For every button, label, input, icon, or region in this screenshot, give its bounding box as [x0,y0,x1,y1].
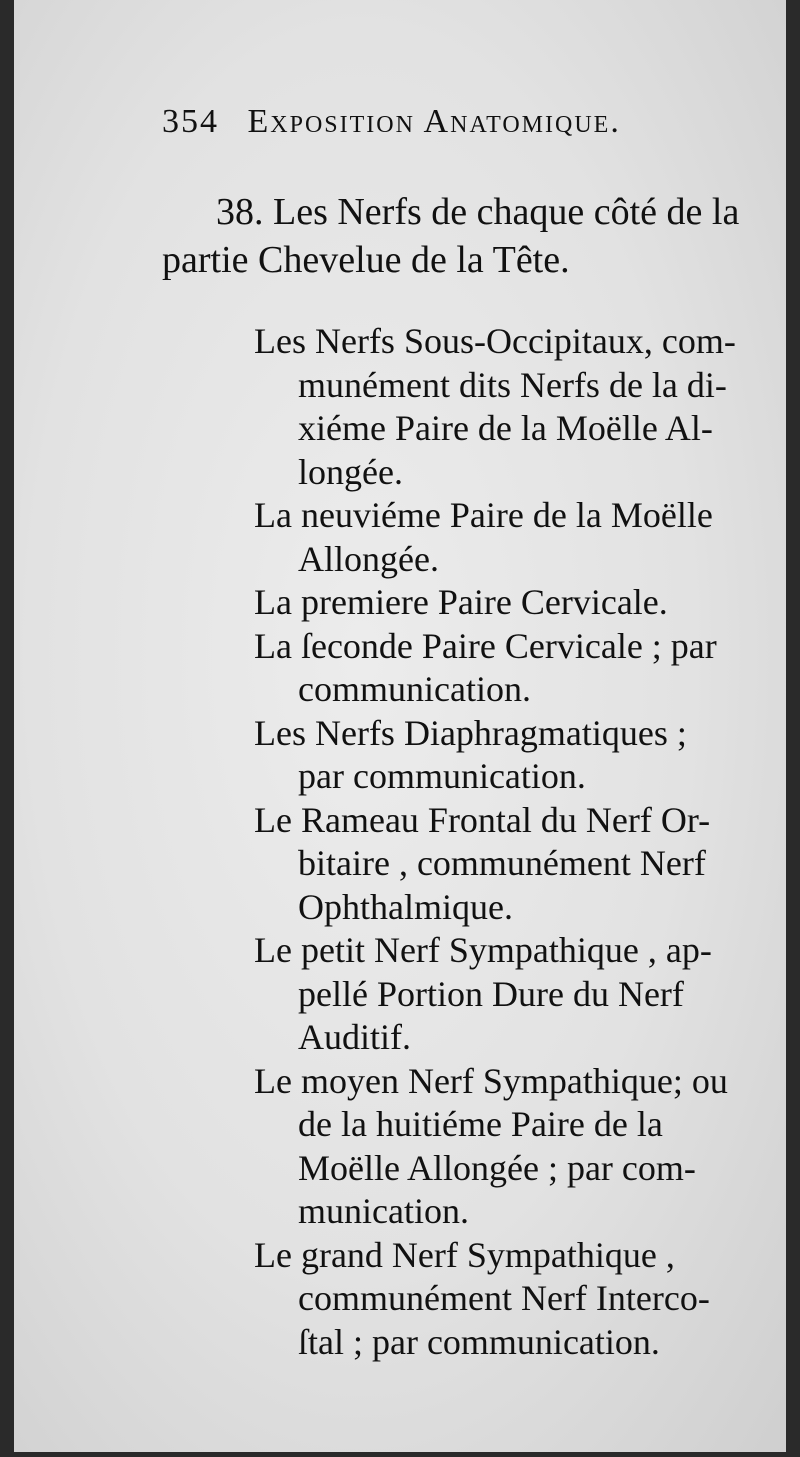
nerve-entry-line: Les Nerfs Diaphragmatiques ; [254,712,687,753]
nerve-entry-line: La neuviéme Paire de la Moëlle [254,495,713,535]
nerve-entry-line: La ſeconde Paire Cervicale ; par [254,625,717,666]
nerve-entry-line: par communication. [298,756,586,796]
nerve-entry [254,1060,774,1234]
book-page [14,0,786,1452]
nerve-entry-line: communication. [298,669,531,709]
nerve-list [254,320,774,1364]
nerve-entry-line: La premiere Paire Cervicale. [254,582,668,622]
nerve-entry [254,712,774,799]
nerve-entry-line: ſtal ; par communication. [298,1321,660,1362]
nerve-entry-line: Le Rameau Frontal du Nerf Or- [254,799,711,840]
section-heading-line-1 [162,188,762,236]
section-heading [162,188,762,284]
nerve-entry-line: de la huitiéme Paire de la [298,1104,663,1144]
section-heading-text: Les Nerfs de chaque côté de la [273,191,740,233]
nerve-entry-line: Le moyen Nerf Sympathique; ou [254,1060,728,1101]
running-title: Exposition Anatomique. [247,103,621,140]
nerve-entry [254,1234,774,1365]
nerve-entry-line: Moëlle Allongée ; par com- [298,1147,696,1188]
nerve-entry-line: Les Nerfs Sous-Occipitaux, com- [254,321,736,361]
nerve-entry [254,625,774,712]
page-number: 354 [162,103,219,140]
nerve-entry-line: Ophthalmique. [298,886,513,927]
nerve-entry-line: munément dits Nerfs de la di- [298,364,727,405]
nerve-entry-line: xiéme Paire de la Moëlle Al- [298,408,713,448]
nerve-entry [254,320,774,494]
nerve-entry [254,929,774,1060]
nerve-entry [254,581,774,625]
nerve-entry [254,494,774,581]
nerve-entry-line: communément Nerf Interco- [298,1278,710,1318]
nerve-entry-line: munication. [298,1191,469,1231]
nerve-entry [254,799,774,930]
section-number: 38. [216,191,264,233]
nerve-entry-line: Auditif. [298,1017,411,1057]
nerve-entry-line: Allongée. [298,538,439,579]
nerve-entry-line: bitaire , communément Nerf [298,843,706,883]
nerve-entry-line: Le grand Nerf Sympathique , [254,1234,675,1275]
running-header [162,103,621,141]
nerve-entry-line: longée. [298,451,403,492]
nerve-entry-line: pellé Portion Dure du Nerf [298,973,684,1014]
section-heading-line-2: partie Chevelue de la Tête. [162,239,570,281]
nerve-entry-line: Le petit Nerf Sympathique , ap- [254,930,712,970]
